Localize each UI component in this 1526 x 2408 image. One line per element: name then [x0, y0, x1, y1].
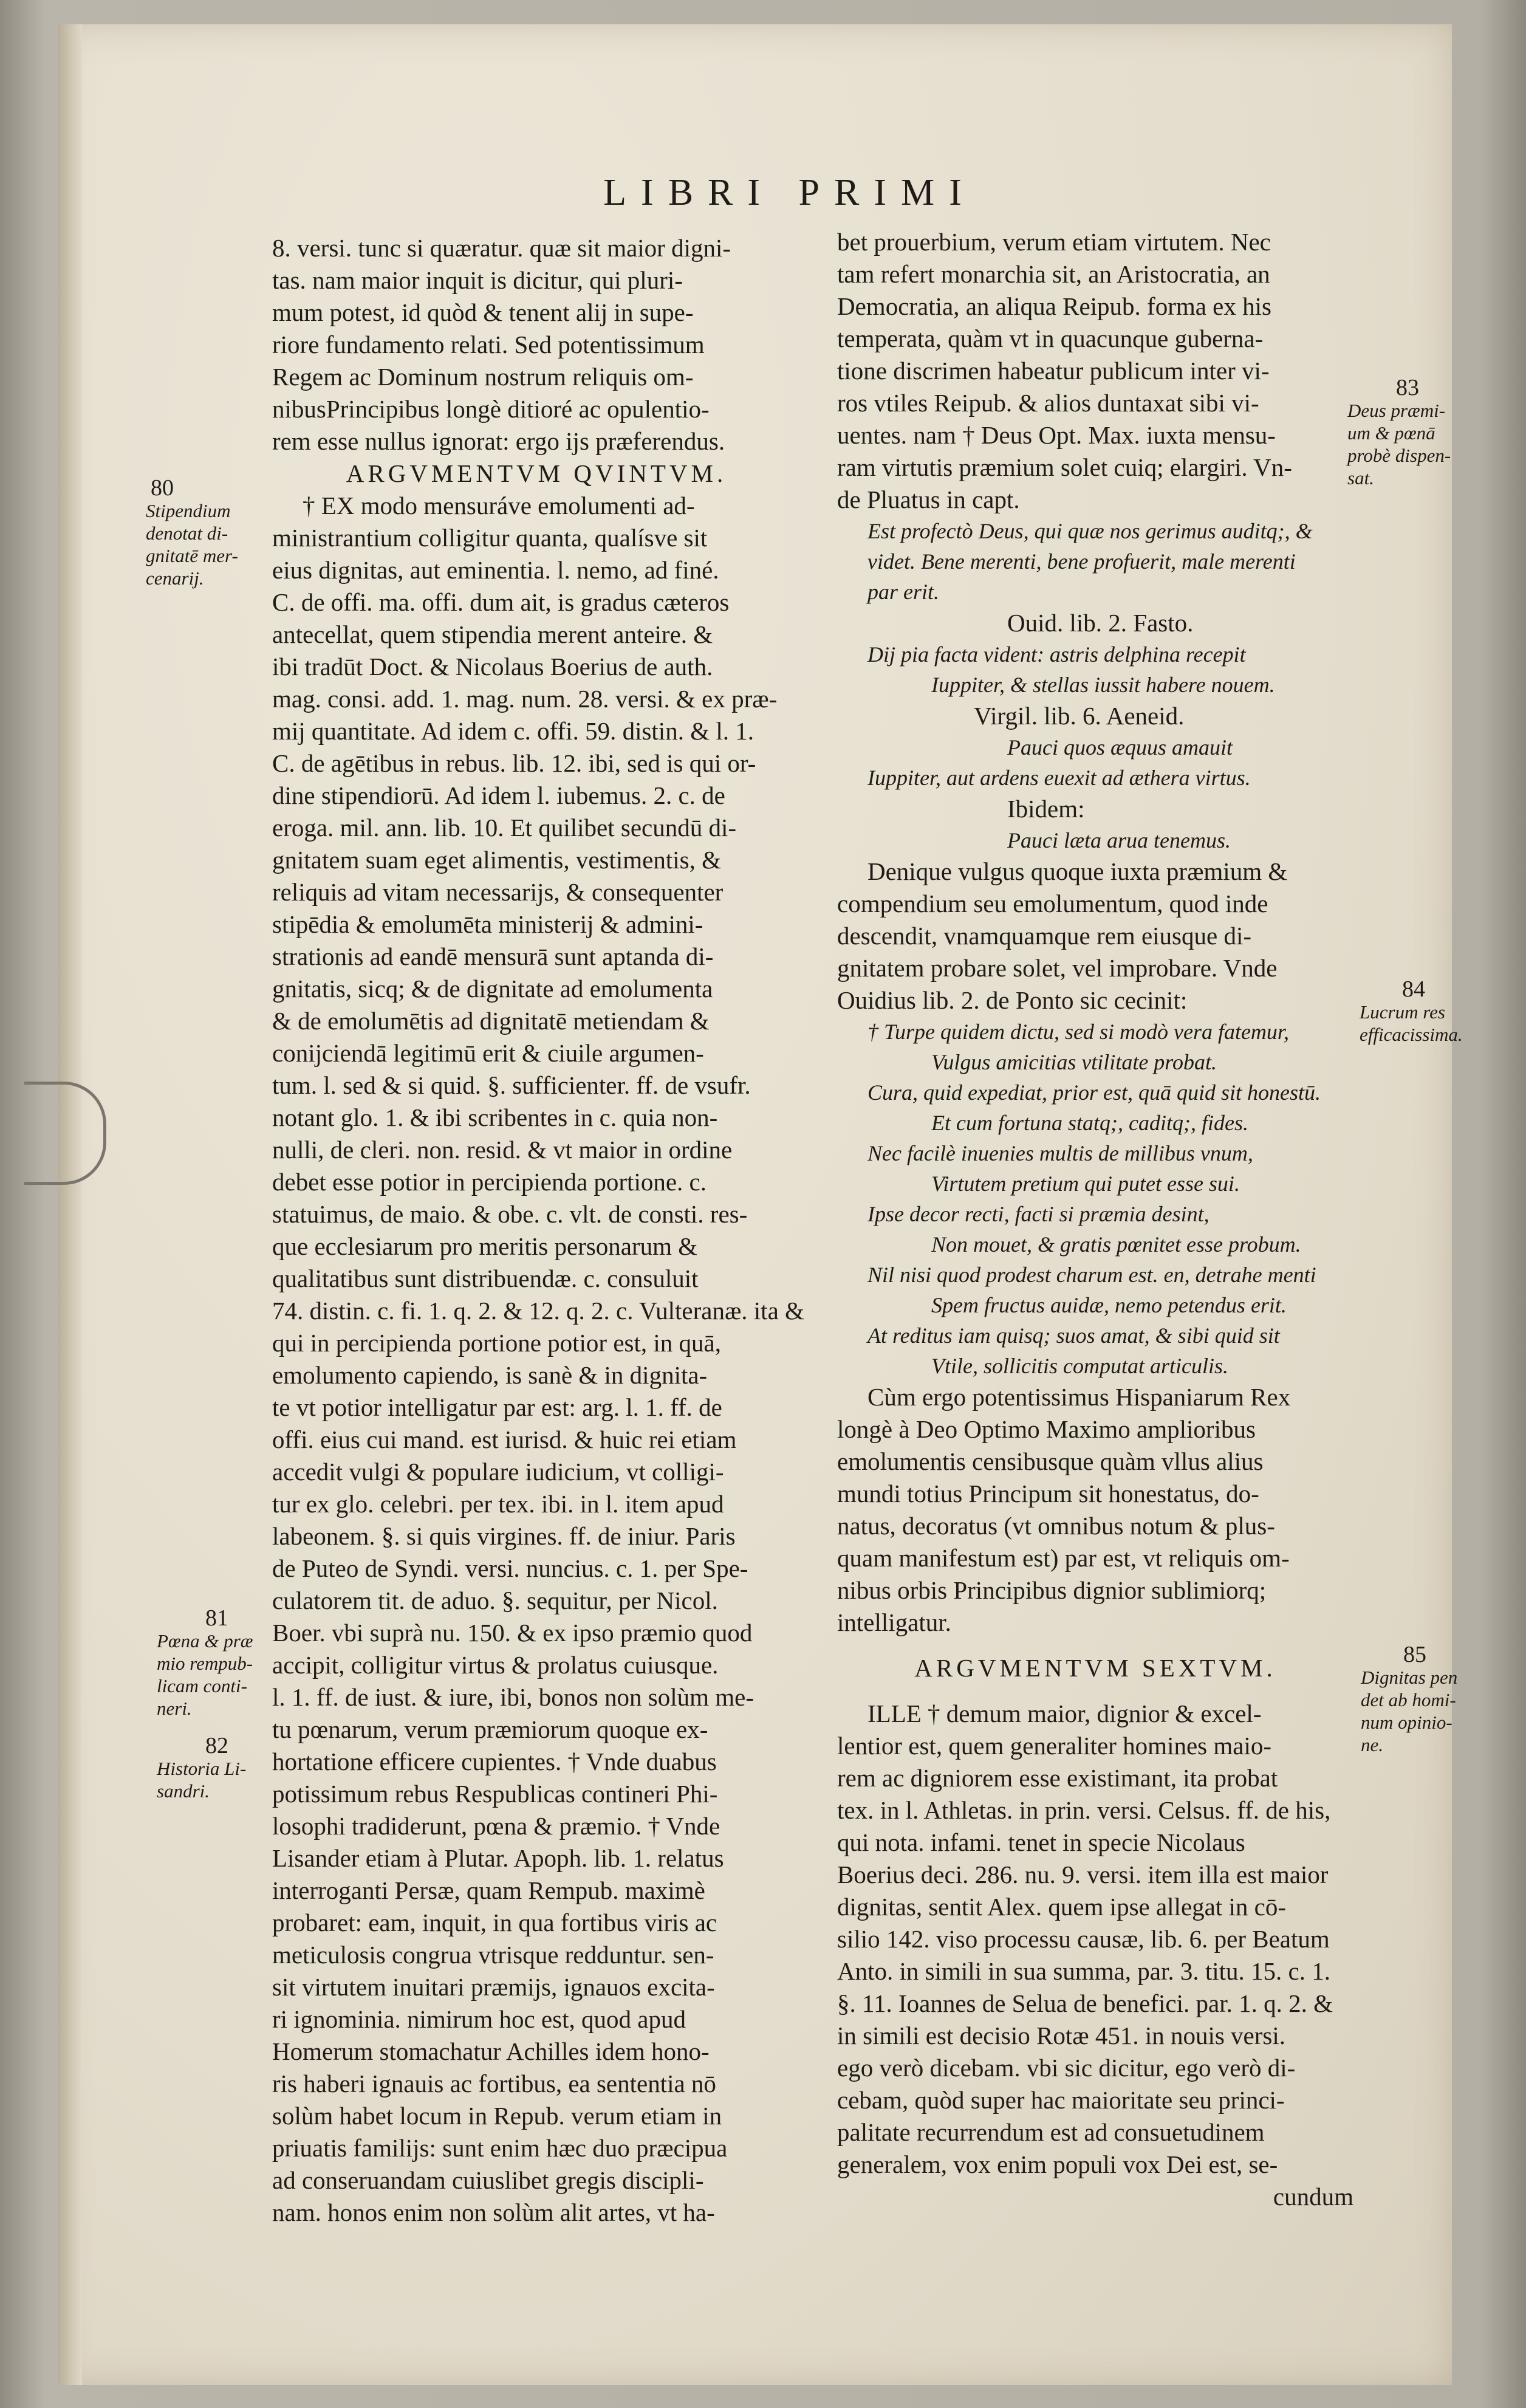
text-line: tam refert monarchia sit, an Aristocratia, an [837, 260, 1270, 288]
text-line: uentes. nam † Deus Opt. Max. iuxta mensu- [837, 421, 1276, 449]
margin-note-85 [1361, 1644, 1461, 1756]
text-line: Cura, quid expediat, prior est, quā quid sit honestū. [867, 1080, 1321, 1105]
text-line: ris haberi ignauis ac fortibus, ea sententia nō [272, 2070, 716, 2098]
text-line: Nil nisi quod prodest charum est. en, detrahe menti [867, 1263, 1316, 1287]
text-line: statuimus, de maio. & obe. c. vlt. de consti. res- [272, 1200, 748, 1228]
margin-note-81 [157, 1607, 272, 1720]
margin-note-83 [1347, 377, 1454, 489]
text-line: de Pluatus in capt. [837, 485, 1020, 513]
text-line: Spem fructus auidæ, nemo petendus erit. [931, 1293, 1287, 1317]
running-head: LIBRI PRIMI [603, 172, 976, 213]
text-line: de Puteo de Syndi. versi. nuncius. c. 1. per Spe- [272, 1554, 748, 1582]
text-line: cundum [1273, 2183, 1353, 2211]
margin-note-number: 80 [151, 475, 174, 501]
text-line: Cùm ergo potentissimus Hispaniarum Rex [867, 1383, 1291, 1411]
text-line: reliquis ad vitam necessarijs, & consequenter [272, 878, 724, 906]
margin-note-line: probè dispen- [1347, 445, 1451, 466]
margin-note-line: efficacissima. [1360, 1024, 1463, 1045]
text-line: Pauci quos æquus amauit [1007, 735, 1233, 760]
section-heading: ARGVMENTVM SEXTVM. [914, 1654, 1276, 1682]
margin-note-line: Deus præmi- [1347, 400, 1446, 421]
margin-note-line: ne. [1361, 1734, 1384, 1755]
text-line: compendium seu emolumentum, quod inde [837, 890, 1268, 918]
text-line: eroga. mil. ann. lib. 10. Et quilibet secundū di- [272, 814, 737, 842]
text-line: tur ex glo. celebri. per tex. ibi. in l. item apud [272, 1490, 724, 1518]
text-line: dignitas, sentit Alex. quem ipse allegat in cō- [837, 1893, 1286, 1921]
text-line: descendit, vnamquamque rem eiusque di- [837, 922, 1251, 950]
text-line: mij quantitate. Ad idem c. offi. 59. distin. & l. 1. [272, 717, 754, 745]
text-line: Ouidius lib. 2. de Ponto sic cecinit: [837, 986, 1188, 1014]
text-line: ros vtiles Reipub. & alios duntaxat sibi vi- [837, 389, 1259, 417]
text-line: tas. nam maior inquit is dicitur, qui pluri- [272, 266, 683, 294]
text-line: gnitatem probare solet, vel improbare. Vnde [837, 954, 1278, 982]
margin-note-number: 83 [1396, 375, 1419, 400]
text-line: mum potest, id quòd & tenent alij in supe- [272, 298, 694, 326]
text-line: qui in percipienda portione potior est, in quā, [272, 1329, 721, 1357]
text-line: At reditus iam quisq; suos amat, & sibi quid sit [867, 1323, 1280, 1348]
text-line: notant glo. 1. & ibi scribentes in c. quia non- [272, 1103, 718, 1131]
text-line: accedit vulgi & populare iudicium, vt colligi- [272, 1458, 724, 1486]
margin-note-number: 84 [1402, 976, 1425, 1002]
text-line: ad conseruandam cuiuslibet gregis discipli- [272, 2166, 704, 2194]
text-line: priuatis familijs: sunt enim hæc duo præcipua [272, 2134, 728, 2162]
margin-note-line: gnitatē mer- [146, 545, 238, 566]
text-line: gnitatem suam eget alimentis, vestimentis, & [272, 846, 722, 874]
text-line: Nec facilè inuenies multis de millibus vnum, [867, 1141, 1253, 1165]
text-line: Lisander etiam à Plutar. Apoph. lib. 1. relatus [272, 1844, 724, 1872]
text-line: ri ignominia. nimirum hoc est, quod apud [272, 2005, 686, 2033]
text-line: hortatione efficere cupientes. † Vnde duabus [272, 1748, 717, 1775]
text-line: Virtutem pretium qui putet esse sui. [931, 1171, 1240, 1196]
text-line: ILLE † demum maior, dignior & excel- [867, 1700, 1262, 1727]
text-line: solùm habet locum in Repub. verum etiam in [272, 2102, 722, 2130]
text-line: videt. Bene merenti, bene profuerit, male merenti [867, 549, 1296, 574]
margin-note-line: licam conti- [157, 1675, 247, 1696]
right-text-column [837, 226, 1353, 2213]
margin-note-line: Stipendium [146, 500, 231, 521]
margin-note-line: sat. [1347, 467, 1374, 489]
text-line: §. 11. Ioannes de Selua de benefici. par. 1. q. 2. & [837, 1989, 1333, 2017]
margin-note-line: num opinio- [1361, 1712, 1452, 1733]
text-line: ARGVMENTVM QVINTVM. [346, 459, 727, 487]
margin-note-line: neri. [157, 1698, 192, 1719]
text-line: antecellat, quem stipendia merent anteire. & [272, 620, 713, 648]
margin-note-line: Dignitas pen [1361, 1667, 1458, 1688]
text-line: emolumento capiendo, is sanè & in dignita- [272, 1361, 708, 1389]
text-line: quam manifestum est) par est, vt reliquis om- [837, 1544, 1290, 1572]
text-line: longè à Deo Optimo Maximo amplioribus [837, 1415, 1256, 1443]
text-line: Regem ac Dominum nostrum reliquis om- [272, 363, 694, 391]
margin-note-84 [1360, 976, 1463, 1046]
text-line: par erit. [867, 580, 940, 604]
text-line: mag. consi. add. 1. mag. num. 28. versi. & ex præ- [272, 685, 778, 713]
text-line: silio 142. viso processu causæ, lib. 6. per Beatum [837, 1925, 1330, 1953]
text-line: Boer. vbi suprà nu. 150. & ex ipso præmio quod [272, 1619, 753, 1647]
text-line: intelligatur. [837, 1608, 951, 1636]
text-line: stipēdia & emolumēta ministerij & admini- [272, 910, 703, 938]
text-line: in simili est decisio Rotæ 451. in nouis versi. [837, 2022, 1285, 2050]
text-line: temperata, quàm vt in quacunque guberna- [837, 324, 1264, 352]
text-line: rem ac digniorem esse existimant, ita probat [837, 1764, 1278, 1792]
margin-note-80 [146, 477, 267, 589]
text-line: natus, decoratus (vt omnibus notum & plus- [837, 1512, 1275, 1540]
text-line: C. de offi. ma. offi. dum ait, is gradus cæteros [272, 588, 730, 616]
text-line: tex. in l. Athletas. in prin. versi. Celsus. ff. de his, [837, 1796, 1331, 1824]
margin-note-line: Pœna & præ [157, 1630, 253, 1652]
text-line: tu pœnarum, verum præmiorum quoque ex- [272, 1715, 708, 1743]
text-line: potissimum rebus Respublicas contineri Phi- [272, 1780, 718, 1808]
left-text-column [272, 232, 804, 2229]
text-line: losophi tradiderunt, pœna & præmio. † Vnde [272, 1812, 720, 1840]
text-line: probaret: eam, inquit, in qua fortibus viris ac [272, 1909, 717, 1936]
text-line: offi. eius cui mand. est iurisd. & huic rei etiam [272, 1425, 737, 1453]
text-line: Ibidem: [1007, 795, 1085, 823]
text-line: Dij pia facta vident: astris delphina recepit [867, 642, 1246, 667]
text-line: generalem, vox enim populi vox Dei est, se- [837, 2150, 1278, 2178]
text-line: Non mouet, & gratis pœnitet esse probum. [931, 1232, 1301, 1257]
text-line: Anto. in simili in sua summa, par. 3. titu. 15. c. 1. [837, 1957, 1330, 1985]
text-line: qualitatibus sunt distribuendæ. c. consuluit [272, 1264, 699, 1292]
text-line: & de emolumētis ad dignitatē metiendam & [272, 1007, 710, 1035]
text-line: debet esse potior in percipienda portione. c. [272, 1168, 707, 1196]
page-gutter [58, 24, 82, 2385]
text-line: riore fundamento relati. Sed potentissimum [272, 331, 705, 358]
text-line: emolumentis censibusque quàm vllus alius [837, 1447, 1264, 1475]
text-line: tum. l. sed & si quid. §. sufficienter. ff. de vsufr. [272, 1071, 751, 1099]
text-line: Iuppiter, & stellas iussit habere nouem. [931, 673, 1275, 697]
margin-note-line: denotat di- [146, 523, 228, 544]
text-line: mundi totius Principum sit honestatus, do- [837, 1480, 1259, 1508]
text-line: nam. honos enim non solùm alit artes, vt ha- [272, 2198, 715, 2226]
margin-note-line: Historia Li- [157, 1758, 247, 1779]
text-line: ministrantium colligitur quanta, qualísve sit [272, 524, 708, 552]
text-line: ibi tradūt Doct. & Nicolaus Boerius de auth. [272, 653, 713, 681]
margin-note-number: 82 [205, 1733, 228, 1758]
text-line: bet prouerbium, verum etiam virtutem. Nec [837, 228, 1271, 256]
margin-note-line: um & pœnā [1347, 422, 1435, 444]
text-line: accipit, colligitur virtus & prolatus cuiusque. [272, 1651, 719, 1679]
margin-note-line: Lucrum res [1360, 1001, 1445, 1023]
text-line: eius dignitas, aut eminentia. l. nemo, ad finé. [272, 556, 719, 584]
text-line: Ipse decor recti, facti si præmia desint, [867, 1202, 1210, 1226]
text-line: te vt potior intelligatur par est: arg. l. 1. ff. de [272, 1393, 722, 1421]
text-line: † EX modo mensuráve emolumenti ad- [303, 492, 695, 520]
text-line: Iuppiter, aut ardens euexit ad æthera virtus. [867, 766, 1251, 790]
text-line: Homerum stomachatur Achilles idem hono- [272, 2037, 710, 2065]
margin-note-number: 85 [1403, 1642, 1426, 1667]
text-line: Et cum fortuna statq;, caditq;, fides. [931, 1111, 1248, 1135]
text-line: Boerius deci. 286. nu. 9. versi. item illa est maior [837, 1861, 1329, 1888]
text-line: conijciendā legitimū erit & ciuile argumen- [272, 1039, 704, 1067]
text-line: Pauci læta arua tenemus. [1007, 828, 1231, 852]
margin-note-82 [157, 1735, 272, 1802]
text-line: 74. distin. c. fi. 1. q. 2. & 12. q. 2. c. Vulteranæ. ita & [272, 1297, 804, 1325]
text-line: qui nota. infami. tenet in specie Nicolaus [837, 1828, 1245, 1856]
text-line: C. de agētibus in rebus. lib. 12. ibi, sed is qui or- [272, 749, 756, 777]
margin-note-line: det ab homi- [1361, 1689, 1456, 1710]
text-line: nulli, de cleri. non. resid. & vt maior in ordine [272, 1136, 733, 1164]
text-line: Vulgus amicitias vtilitate probat. [931, 1050, 1217, 1074]
text-line: Ouid. lib. 2. Fasto. [1007, 609, 1194, 637]
text-line: gnitatis, sicq; & de dignitate ad emolumenta [272, 975, 713, 1003]
text-line: rem esse nullus ignorat: ergo ijs præferendus. [272, 427, 725, 455]
text-line: interroganti Persæ, quam Rempub. maximè [272, 1876, 705, 1904]
text-line: nibus orbis Principibus dignior sublimiorq; [837, 1576, 1267, 1604]
paper-clip-icon [24, 1082, 106, 1185]
text-line: nibusPrincipibus longè ditioré ac opulentio- [272, 395, 710, 423]
text-line: 8. versi. tunc si quæratur. quæ sit maior digni- [272, 234, 731, 262]
text-line: Democratia, an aliqua Reipub. forma ex his [837, 292, 1271, 320]
text-line: palitate recurrendum est ad consuetudinem [837, 2118, 1265, 2146]
text-line: † Turpe quidem dictu, sed si modò vera fatemur, [867, 1020, 1289, 1044]
text-line: cebam, quòd super hac maioritate seu princi- [837, 2086, 1285, 2114]
text-line: Est profectò Deus, qui quæ nos gerimus auditq;, & [867, 519, 1313, 543]
text-line: tione discrimen habeatur publicum inter vi- [837, 357, 1270, 385]
text-line: sit virtutem inuitari præmijs, ignauos excita- [272, 1973, 715, 2001]
text-line: ram virtutis præmium solet cuiq; elargiri. Vn- [837, 453, 1292, 481]
text-line: culatorem tit. de aduo. §. sequitur, per Nicol. [272, 1586, 718, 1614]
text-line: l. 1. ff. de iust. & iure, ibi, bonos non solùm me- [272, 1683, 754, 1711]
text-line: meticulosis congrua vtrisque redduntur. sen- [272, 1941, 714, 1969]
margin-note-line: cenarij. [146, 568, 204, 589]
text-line: Vtile, sollicitis computat articulis. [931, 1354, 1228, 1378]
text-line: que ecclesiarum pro meritis personarum & [272, 1232, 698, 1260]
text-line: lentior est, quem generaliter homines maio- [837, 1732, 1271, 1760]
margin-note-line: sandri. [157, 1780, 210, 1802]
text-line: ego verò dicebam. vbi sic dicitur, ego verò di- [837, 2054, 1296, 2082]
text-line: labeonem. §. si quis virgines. ff. de iniur. Paris [272, 1522, 736, 1550]
margin-note-line: mio rempub- [157, 1653, 253, 1674]
text-line: Virgil. lib. 6. Aeneid. [974, 702, 1185, 730]
text-line: dine stipendiorū. Ad idem l. iubemus. 2. c. de [272, 781, 725, 809]
text-line: strationis ad eandē mensurā sunt aptanda di- [272, 942, 714, 970]
text-line: Denique vulgus quoque iuxta præmium & [867, 857, 1288, 885]
margin-note-number: 81 [205, 1605, 228, 1631]
